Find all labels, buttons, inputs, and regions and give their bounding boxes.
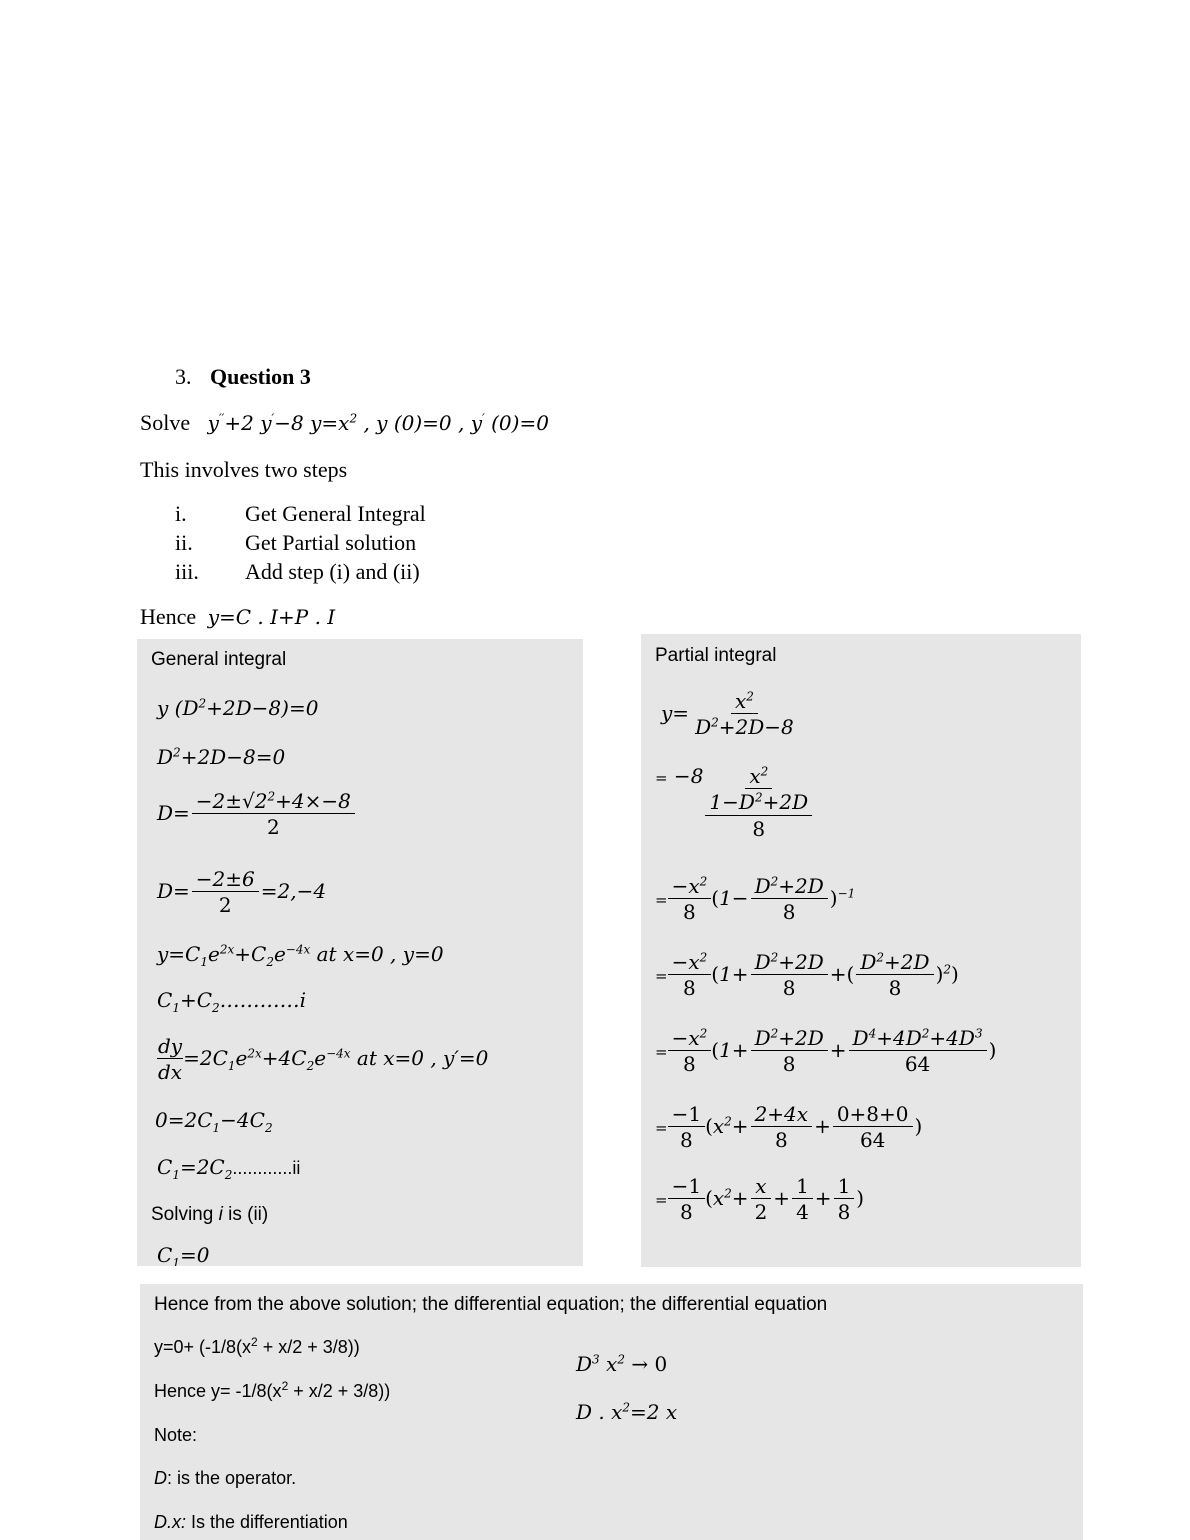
solving-rest: is (ii): [222, 1204, 269, 1225]
solving-var: i: [218, 1204, 223, 1225]
note-term: D.x:: [154, 1512, 187, 1532]
note-dx: [154, 1512, 348, 1533]
equation: D= $\frac{-2\pm 6}{2}$ =2,−4: [157, 867, 327, 917]
equation: = $\frac{-x^2}{8}$ (1− $\frac{D^2+2D}{8}$ )$^{-1}$: [655, 874, 856, 924]
equation: = $\frac{-x^2}{8}$ (1+ $\frac{D^2+2D}{8}$ + $\frac{D^4+4D^2+4D^3}{64}$ ): [655, 1026, 997, 1076]
step-text: Add step (i) and (ii): [245, 559, 420, 584]
panel-title: Partial integral: [655, 645, 777, 666]
result-part: + x/2 + 3/8)): [288, 1381, 391, 1401]
equation: = −8 $x^2$ $1-D^2+2D$ 8: [655, 764, 814, 842]
step-marker: i.: [175, 501, 187, 526]
list-item: [175, 501, 426, 530]
equation: $D^2+2D-8=0$: [157, 745, 286, 769]
equation: $C_1=0$: [157, 1243, 210, 1266]
ode-equation: y′′+2 y′−8 $y=x^2$ , y (0)=0 , y′ (0)=0: [207, 411, 549, 435]
result-part: y=0+ (-1/8(x: [154, 1337, 252, 1357]
superscript: 2: [251, 1335, 258, 1349]
general-integral-panel: [137, 639, 583, 1266]
solve-label: Solve: [140, 410, 191, 435]
hence-line: [140, 604, 335, 630]
step-marker: ii.: [175, 530, 193, 555]
equation: $C_1=2C_2............ii$: [157, 1155, 301, 1182]
conclusion-panel: [140, 1284, 1083, 1540]
panel-title: General integral: [151, 649, 287, 670]
equation: $D^3$ $x^2 \to 0$: [576, 1352, 668, 1376]
final-answer-line: [154, 1381, 390, 1402]
result-part: Hence y= -1/8(x: [154, 1381, 282, 1401]
equation-tail: ............ii: [232, 1158, 301, 1178]
question-title: Question 3: [210, 364, 311, 389]
note-d: [154, 1468, 296, 1489]
hence-label: Hence: [140, 604, 197, 629]
conclusion-line: Hence from the above solution; the differential equation; the differential equation: [154, 1294, 828, 1315]
note-definition: : is the operator.: [167, 1468, 297, 1488]
result-line: [154, 1337, 360, 1358]
equation: $C_1+C_2\dots\dots\dots\dots i$: [157, 988, 307, 1015]
equation: $y=C_1e^{2x}+C_2e^{-4x}$ at x=0 , y=0: [157, 942, 444, 969]
solving-label: Solving: [151, 1204, 214, 1225]
equation: = $\frac{-1}{8}$ ($x^2+$ $\frac{2+4x}{8}$ + $\frac{0+8+0}{64}$ ): [655, 1102, 923, 1152]
superscript: 2: [281, 1379, 289, 1393]
result-part: + x/2 + 3/8)): [257, 1337, 360, 1357]
list-item: [175, 559, 420, 588]
partial-integral-panel: [641, 634, 1081, 1267]
note-definition: Is the differentiation: [186, 1512, 348, 1532]
equation: = $\frac{-1}{8}$ ($x^2+$ $\frac{x}{2}$ + $\frac{1}{4}$ + $\frac{1}{8}$ ): [655, 1174, 865, 1224]
equation: D= $\frac{-2\pm√2^2+4\times-8}{2}$: [157, 789, 357, 840]
steps-list: [175, 501, 426, 588]
solve-line: [140, 410, 549, 436]
note-label: Note:: [154, 1425, 198, 1445]
equation: $\frac{dy}{dx}$ $=2C_1e^{2x}+4C_2e^{-4x}$ at x=0 , y′=0: [158, 1034, 489, 1084]
equation: D . $x^2=2$ x: [576, 1400, 678, 1424]
note-term: D: [154, 1468, 167, 1488]
equation: y= $\frac{x^2}{D^2+2D-8}$: [661, 689, 794, 739]
hence-equation: y=C . I+P . I: [207, 605, 336, 629]
step-marker: iii.: [175, 559, 199, 584]
step-text: Get Partial solution: [245, 530, 417, 555]
equation: = $\frac{-x^2}{8}$ (1+ $\frac{D^2+2D}{8}$ +( $\frac{D^2+2D}{8}$ )$^2$): [655, 950, 959, 1000]
equation: y $(D^2+2D-8)=0$: [157, 696, 319, 720]
solving-line: [151, 1204, 268, 1226]
question-number: 3.: [175, 364, 192, 389]
list-item: [175, 530, 417, 559]
intro-text: This involves two steps: [140, 457, 348, 482]
step-text: Get General Integral: [245, 501, 426, 526]
equation: $0=2C_1-4C_2$: [155, 1108, 273, 1135]
